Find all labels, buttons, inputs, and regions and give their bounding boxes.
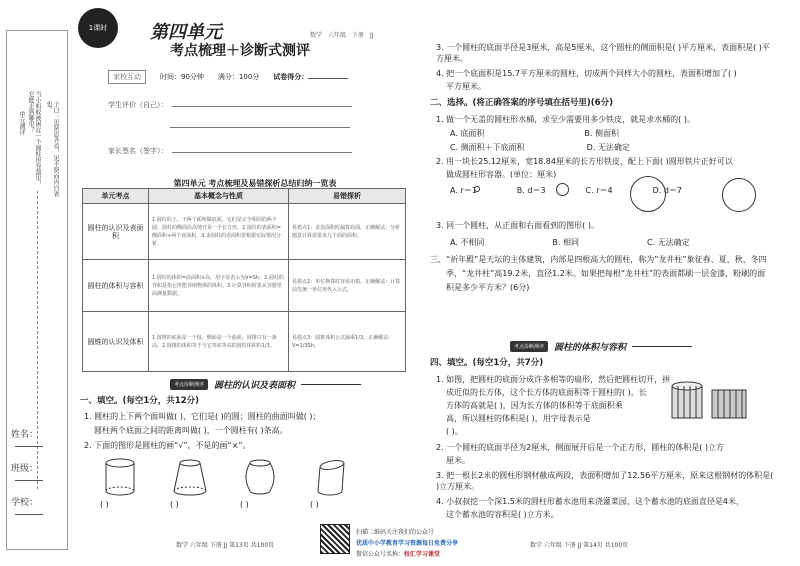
option[interactable]: A. 底面积 bbox=[450, 129, 485, 138]
question-3: 3. 一个圆柱的底面半径是3厘米，高是5厘米，这个圆柱的侧面积是( )平方厘米，表面积是( )平方厘米。 bbox=[436, 43, 770, 63]
option[interactable]: D. d＝7 bbox=[652, 186, 683, 195]
footer-left: 数学 六年级 下册 JJ 第13页 共100页 bbox=[176, 542, 275, 549]
exam-meta: 家校互动 时间：90分钟 满分：100分 试卷得分： bbox=[108, 70, 408, 84]
interactive-badge: 家校互动 bbox=[108, 70, 146, 84]
table-row: 圆锥的认识及体积 1.圆锥的底面是一个圆，侧面是一个曲面，圆锥只有一条高。2.圆锥的体积等于与它等底等高的圆柱体积的1/3。 易错点3：圆锥体积公式漏乘1/3。正确解法：V=1/3Sh。 bbox=[83, 312, 406, 372]
fill-2a: 2. 一个圆柱的底面半径为2厘米，侧面展开后是一个正方形，圆柱的体积是( )立方 bbox=[436, 443, 725, 452]
answer-paren[interactable]: ( ) bbox=[170, 500, 179, 509]
fill-2b: 厘米。 bbox=[446, 456, 470, 465]
section-choice: 二、选择。(将正确答案的序号填在括号里)(6分) bbox=[430, 98, 613, 108]
choice-3: 3. 同一个圆柱，从正面和右面看到的图形( )。 bbox=[436, 221, 599, 230]
ad-line-3: 微信公众号名称：校汇学习课堂 bbox=[356, 551, 441, 558]
question-1a: 1. 圆柱的上下两个面叫做( )，它们是( )的圆；圆柱的曲面叫做( )； bbox=[84, 412, 321, 421]
option[interactable]: A. 不相同 bbox=[450, 238, 485, 247]
school-field[interactable]: 学校： bbox=[11, 495, 67, 518]
question-4b: 平方厘米。 bbox=[446, 82, 486, 91]
section-banner-left: 考点诊断测评 圆柱的认识及表面积 bbox=[170, 378, 361, 391]
circle-d bbox=[722, 178, 756, 212]
circle-b bbox=[556, 183, 569, 196]
question-temple-c: 积是多少平方米？(6分) bbox=[446, 283, 530, 292]
teacher-comment-line[interactable] bbox=[108, 122, 350, 130]
fill-4a: 4. 小叔叔挖一个深1.5米的圆柱形蓄水池用来浇灌菜园，这个蓄水池的底面直径是4米， bbox=[436, 497, 744, 506]
cylinder-slices-illustration bbox=[670, 380, 750, 424]
shape-cylinder bbox=[100, 457, 140, 497]
question-1b: 圆柱两个底面之间的距离叫做( )，一个圆柱有( )条高。 bbox=[94, 426, 288, 435]
binding-strip bbox=[6, 30, 68, 550]
fill-1a: 1. 如图，把圆柱的底面分成许多相等的扇形，然后把圆柱切开，拼 bbox=[436, 375, 671, 384]
question-2: 2. 下面的图形是圆柱的画“√”，不是的画“×”。 bbox=[84, 441, 251, 450]
fill-1e: ( )。 bbox=[446, 427, 463, 436]
choice-2b: 做成圆柱形容器。(单位：厘米) bbox=[446, 170, 557, 179]
section-fill-2: 四、填空。(每空1分，共7分) bbox=[430, 358, 544, 368]
fill-1c: 方体的高就是( )，因为长方体的体积等于底面积乘 bbox=[446, 401, 623, 410]
section-banner-right: 考点诊断测评 圆柱的体积与容积 bbox=[510, 340, 692, 353]
choice-1: 1. 做一个无盖的圆柱形水桶，求至少需要用多少铁皮，就是求水桶的( )。 bbox=[436, 115, 695, 124]
option[interactable]: C. r＝4 bbox=[585, 186, 613, 195]
answer-paren[interactable]: ( ) bbox=[100, 500, 109, 509]
strip-text-1: 单元测评 bbox=[18, 111, 25, 135]
shape-slanted-cylinder bbox=[310, 457, 350, 497]
circle-a bbox=[474, 186, 480, 192]
choice-2a: 2. 用一块长25.12厘米，宽18.84厘米的长方形铁皮，配上下面( )圆形铁片正好可以 bbox=[436, 157, 733, 166]
col-header: 易错探析 bbox=[289, 189, 406, 204]
shape-frustum bbox=[170, 457, 210, 497]
fill-1b: 成近似的长方体，这个长方体的底面积等于圆柱的( )，长 bbox=[446, 388, 647, 397]
circle-c bbox=[630, 176, 666, 212]
fill-4b: 这个蓄水池的容积是( )立方米。 bbox=[446, 510, 559, 519]
class-field[interactable]: 班级： bbox=[11, 461, 67, 484]
answer-paren[interactable]: ( ) bbox=[310, 500, 319, 509]
summary-table bbox=[82, 188, 406, 372]
table-row: 圆柱的体积与容积 1.圆柱的体积=底面积×高，用字母表示为V=Sh。2.圆柱的容积是指它所能容纳物体的体积。3.计算容积时要从容器里面测量数据。 易错点2：单位换算时容易出错。正确解法：计算前先统一单位再代入公式。 bbox=[83, 260, 406, 312]
brand-logo: 1课时 bbox=[78, 8, 118, 48]
fill-1d: 高，所以圆柱的体积是( )，用字母表示是 bbox=[446, 414, 591, 423]
choice-1-options-2 bbox=[450, 142, 630, 153]
strip-text-3: 子曰：见贤思齐焉，见不贤而内自省也。 bbox=[45, 101, 59, 197]
strip-text-2: 当小蚂蚁被困在一个圆柱形容器里，它能走到哪里？ bbox=[27, 91, 41, 187]
footer-right: 数学 六年级 下册 JJ 第14页 共100页 bbox=[530, 542, 629, 549]
qr-code[interactable] bbox=[320, 524, 350, 554]
option[interactable]: D. 无法确定 bbox=[586, 143, 630, 152]
table-row: 圆柱的认识及表面积 1.圆柱的上、下两个面叫做底面，它们是完全相同的两个圆，圆柱的侧面沿高剪开是一个长方形。2.圆柱的表面积=侧面积+两个底面积。3.求圆柱的表面积要根据实际情况分析。 易错点1：求表面积时漏算底面。正确解法：分析题意计算需要求几个面的面积。 bbox=[83, 204, 406, 260]
name-field[interactable]: 姓名： bbox=[11, 427, 67, 450]
shape-barrel bbox=[240, 457, 280, 497]
fill-3: 3. 把一根长2米的圆柱形钢材截成两段，表面积增加了12.56平方厘米，原来这根钢材的体积是( )立方厘米。 bbox=[436, 471, 774, 491]
question-4a: 4. 把一个底面积是15.7平方厘米的圆柱，切成两个同样大小的圆柱，表面积增加了( ) bbox=[436, 69, 737, 78]
question-temple-a: 三、“祈年殿”是天坛的主体建筑，内部是四根高大的圆柱，称为“龙井柱”象征春、夏、秋、冬四 bbox=[430, 255, 767, 264]
student-comment-line[interactable]: 学生评价（自己）： bbox=[108, 100, 352, 110]
col-header: 单元考点 bbox=[83, 189, 149, 204]
choice-3-options bbox=[450, 237, 690, 248]
section-fill: 一、填空。(每空1分，共12分) bbox=[80, 396, 200, 406]
option[interactable]: B. 侧面积 bbox=[584, 129, 619, 138]
choice-1-options bbox=[450, 128, 619, 139]
header-tags: 数学 六年级 下册 JJ bbox=[310, 32, 374, 39]
option[interactable]: C. 侧面积＋下底面积 bbox=[450, 143, 525, 152]
unit-title: 第四单元 bbox=[150, 22, 222, 43]
summary-title: 第四单元 考点梳理及易错探析总结归纳一览表 bbox=[173, 179, 337, 188]
option[interactable]: A. r＝1 bbox=[450, 186, 477, 195]
parent-sign-line[interactable]: 家长签名（签字）： bbox=[108, 146, 352, 156]
option[interactable]: B. d＝3 bbox=[516, 186, 546, 195]
question-temple-b: 季，“龙井柱”高19.2米，直径1.2米。如果把每根“龙井柱”的表面都刷一层金漆，粉刷的面 bbox=[446, 269, 766, 278]
score-field[interactable]: 试卷得分： bbox=[273, 72, 348, 82]
option[interactable]: C. 无法确定 bbox=[647, 238, 690, 247]
col-header: 基本概念与性质 bbox=[149, 189, 289, 204]
option[interactable]: B. 相同 bbox=[552, 238, 579, 247]
ad-line-1: 扫描二维码关注我们的公众号 bbox=[356, 529, 435, 536]
ad-line-2: 优质中小学教育学习资源每日免费分享 bbox=[356, 540, 459, 547]
page-subtitle: 考点梳理＋诊断式测评 bbox=[170, 43, 310, 59]
answer-paren[interactable]: ( ) bbox=[240, 500, 249, 509]
